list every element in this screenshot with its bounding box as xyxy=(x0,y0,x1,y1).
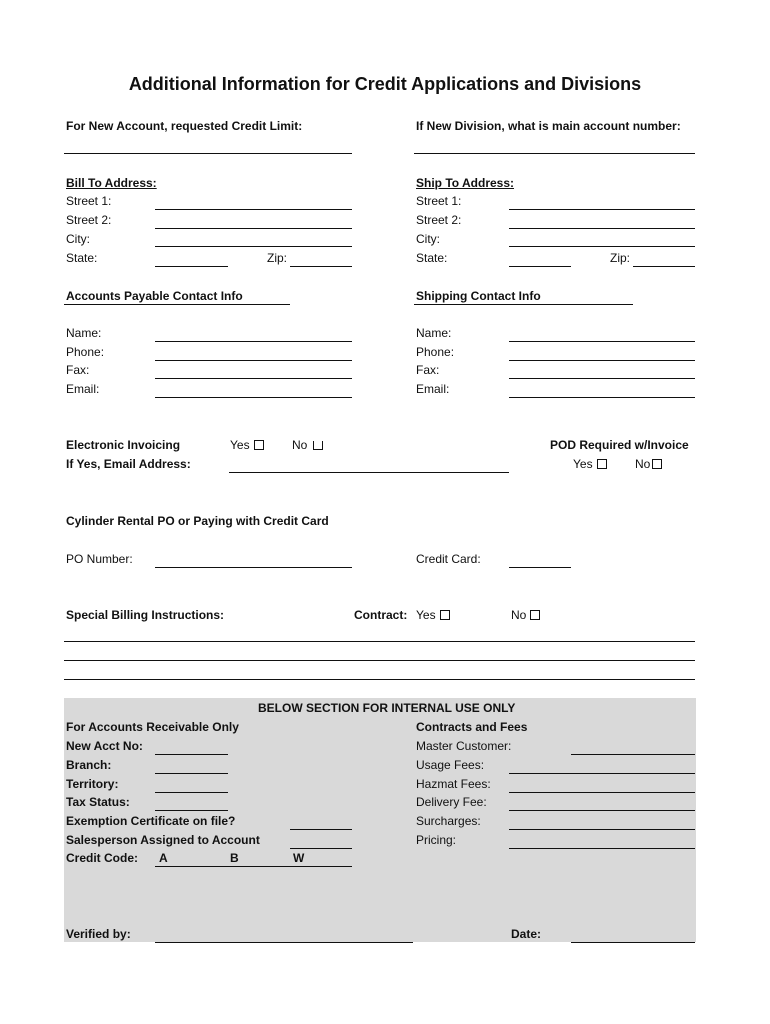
ap-name-field[interactable] xyxy=(155,341,352,342)
ship-zip-field[interactable] xyxy=(633,266,695,267)
contract-label: Contract: xyxy=(354,608,408,622)
credit-card-label: Credit Card: xyxy=(416,552,481,566)
ship-state-field[interactable] xyxy=(509,266,571,267)
tax-status-label: Tax Status: xyxy=(66,795,130,809)
email-address-field[interactable] xyxy=(229,472,509,473)
master-customer-field[interactable] xyxy=(571,754,695,755)
bill-street1-field[interactable] xyxy=(155,209,352,210)
contract-yes-label: Yes xyxy=(416,608,436,622)
ship-zip-label: Zip: xyxy=(610,251,631,265)
verified-by-field[interactable] xyxy=(155,942,413,943)
credit-limit-label: For New Account, requested Credit Limit: xyxy=(66,119,303,133)
credit-code-a[interactable]: A xyxy=(159,851,168,865)
salesperson-label: Salesperson Assigned to Account xyxy=(66,833,260,847)
surcharges-field[interactable] xyxy=(509,829,695,830)
ap-email-field[interactable] xyxy=(155,397,352,398)
ship-fax-field[interactable] xyxy=(509,378,695,379)
special-billing-label: Special Billing Instructions: xyxy=(66,608,225,622)
ap-fax-field[interactable] xyxy=(155,378,352,379)
contracts-fees-heading: Contracts and Fees xyxy=(416,720,528,734)
ap-phone-label: Phone: xyxy=(66,345,105,359)
credit-code-field[interactable] xyxy=(155,866,352,867)
bill-zip-field[interactable] xyxy=(290,266,352,267)
po-number-field[interactable] xyxy=(155,567,352,568)
bill-city-label: City: xyxy=(66,232,90,246)
ship-contact-heading: Shipping Contact Info xyxy=(416,289,541,303)
ship-fax-label: Fax: xyxy=(416,363,440,377)
ship-city-field[interactable] xyxy=(509,246,695,247)
ship-name-label: Name: xyxy=(416,326,452,340)
cylinder-heading: Cylinder Rental PO or Paying with Credit Card xyxy=(66,514,329,528)
po-number-label: PO Number: xyxy=(66,552,133,566)
pod-yes-label: Yes xyxy=(573,457,593,471)
ship-street2-label: Street 2: xyxy=(416,213,462,227)
branch-label: Branch: xyxy=(66,758,112,772)
bill-street2-field[interactable] xyxy=(155,228,352,229)
bill-street2-label: Street 2: xyxy=(66,213,112,227)
ship-to-heading: Ship To Address: xyxy=(416,176,515,190)
exemption-label: Exemption Certificate on file? xyxy=(66,814,236,828)
contract-yes[interactable] xyxy=(416,608,450,622)
credit-code-b[interactable]: B xyxy=(230,851,239,865)
billing-line-2[interactable] xyxy=(64,660,695,661)
ship-name-field[interactable] xyxy=(509,341,695,342)
delivery-fee-label: Delivery Fee: xyxy=(416,795,487,809)
no-checkbox[interactable] xyxy=(313,441,323,450)
exemption-field[interactable] xyxy=(290,829,352,830)
usage-fees-field[interactable] xyxy=(509,773,695,774)
ap-fax-label: Fax: xyxy=(66,363,90,377)
e-invoicing-yes-label: Yes xyxy=(230,438,250,452)
credit-code-w[interactable]: W xyxy=(293,851,305,865)
territory-label: Territory: xyxy=(66,777,119,791)
ship-email-field[interactable] xyxy=(509,397,695,398)
internal-banner: BELOW SECTION FOR INTERNAL USE ONLY xyxy=(258,701,516,715)
ap-phone-field[interactable] xyxy=(155,360,352,361)
e-invoicing-no[interactable] xyxy=(292,438,323,452)
new-acct-label: New Acct No: xyxy=(66,739,143,753)
date-field[interactable] xyxy=(571,942,695,943)
ap-contact-underline xyxy=(64,304,290,305)
ship-contact-underline xyxy=(414,304,633,305)
hazmat-fees-label: Hazmat Fees: xyxy=(416,777,491,791)
ap-contact-heading: Accounts Payable Contact Info xyxy=(66,289,243,303)
bill-state-label: State: xyxy=(66,251,98,265)
billing-line-1[interactable] xyxy=(64,641,695,642)
territory-field[interactable] xyxy=(155,792,228,793)
pod-yes-checkbox[interactable] xyxy=(597,459,607,469)
pod-no-checkbox[interactable] xyxy=(652,459,662,469)
pod-yes[interactable] xyxy=(573,457,607,471)
ship-street1-field[interactable] xyxy=(509,209,695,210)
billing-line-3[interactable] xyxy=(64,679,695,680)
delivery-fee-field[interactable] xyxy=(509,810,695,811)
pricing-field[interactable] xyxy=(509,848,695,849)
ap-email-label: Email: xyxy=(66,382,100,396)
e-invoicing-label: Electronic Invoicing xyxy=(66,438,181,452)
main-account-field[interactable] xyxy=(414,153,695,154)
master-customer-label: Master Customer: xyxy=(416,739,512,753)
credit-code-label: Credit Code: xyxy=(66,851,138,865)
ship-email-label: Email: xyxy=(416,382,450,396)
credit-card-field[interactable] xyxy=(509,567,571,568)
bill-street1-label: Street 1: xyxy=(66,194,112,208)
ap-name-label: Name: xyxy=(66,326,102,340)
ar-heading: For Accounts Receivable Only xyxy=(66,720,239,734)
tax-status-field[interactable] xyxy=(155,810,228,811)
contract-no-checkbox[interactable] xyxy=(530,610,540,620)
yes-checkbox[interactable] xyxy=(254,440,264,450)
contract-no[interactable] xyxy=(511,608,540,622)
ship-street1-label: Street 1: xyxy=(416,194,462,208)
credit-limit-field[interactable] xyxy=(64,153,352,154)
new-acct-field[interactable] xyxy=(155,754,228,755)
ship-state-label: State: xyxy=(416,251,448,265)
ship-city-label: City: xyxy=(416,232,440,246)
date-label: Date: xyxy=(511,927,542,941)
bill-city-field[interactable] xyxy=(155,246,352,247)
ship-street2-field[interactable] xyxy=(509,228,695,229)
email-address-label: If Yes, Email Address: xyxy=(66,457,191,471)
bill-state-field[interactable] xyxy=(155,266,228,267)
ship-phone-label: Phone: xyxy=(416,345,455,359)
hazmat-fees-field[interactable] xyxy=(509,792,695,793)
surcharges-label: Surcharges: xyxy=(416,814,481,828)
page-title: Additional Information for Credit Applications and Divisions xyxy=(128,74,642,94)
branch-field[interactable] xyxy=(155,773,228,774)
ship-phone-field[interactable] xyxy=(509,360,695,361)
e-invoicing-yes[interactable] xyxy=(230,438,264,452)
verified-by-label: Verified by: xyxy=(66,927,131,941)
contract-no-label: No xyxy=(511,608,527,622)
pod-required-label: POD Required w/Invoice xyxy=(550,438,689,452)
salesperson-field[interactable] xyxy=(290,848,352,849)
pod-no-label: No xyxy=(635,457,651,471)
main-account-label: If New Division, what is main account number: xyxy=(416,119,681,133)
bill-to-heading: Bill To Address: xyxy=(66,176,157,190)
bill-zip-label: Zip: xyxy=(267,251,288,265)
pricing-label: Pricing: xyxy=(416,833,457,847)
e-invoicing-no-label: No xyxy=(292,438,308,452)
pod-no[interactable] xyxy=(635,457,662,471)
contract-yes-checkbox[interactable] xyxy=(440,610,450,620)
usage-fees-label: Usage Fees: xyxy=(416,758,485,772)
